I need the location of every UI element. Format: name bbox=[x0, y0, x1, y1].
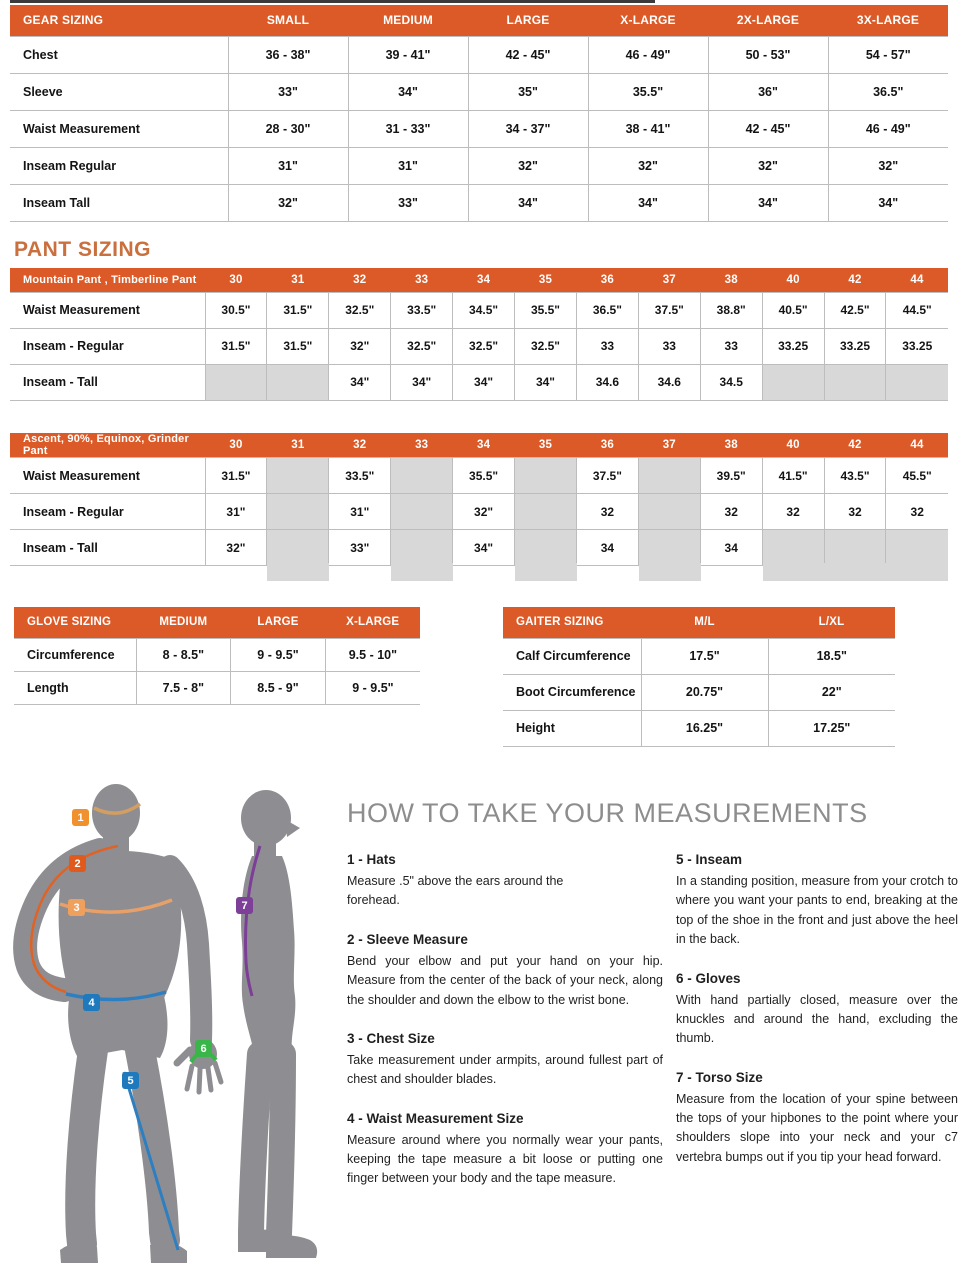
table-cell: 34 - 37" bbox=[468, 110, 588, 147]
table-row bbox=[10, 292, 948, 328]
table-cell: 36.5" bbox=[828, 73, 948, 110]
table-row bbox=[503, 710, 895, 746]
table-cell: 33" bbox=[228, 73, 348, 110]
row-label: Waist Measurement bbox=[10, 458, 205, 494]
column-header: 35 bbox=[515, 268, 577, 292]
column-header: 44 bbox=[886, 268, 948, 292]
table-cell bbox=[886, 530, 948, 566]
table-cell: 36 - 38" bbox=[228, 36, 348, 73]
table-cell: 34 bbox=[700, 530, 762, 566]
column-header: 30 bbox=[205, 433, 267, 458]
table-cell: 43.5" bbox=[824, 458, 886, 494]
table-cell: 32" bbox=[453, 494, 515, 530]
table-cell: 33 bbox=[638, 328, 700, 364]
table-cell: 34" bbox=[348, 73, 468, 110]
table-cell: 32 bbox=[762, 494, 824, 530]
column-header: 37 bbox=[638, 268, 700, 292]
column-header: X-LARGE bbox=[588, 5, 708, 36]
table-cell: 31.5" bbox=[267, 328, 329, 364]
column-header: 33 bbox=[391, 433, 453, 458]
table-cell bbox=[638, 458, 700, 494]
table-cell: 17.5" bbox=[641, 638, 768, 674]
table-cell: 33" bbox=[329, 530, 391, 566]
table-cell: 34.5 bbox=[700, 364, 762, 400]
table-cell: 32" bbox=[205, 530, 267, 566]
row-label: Height bbox=[503, 710, 641, 746]
table-cell bbox=[391, 458, 453, 494]
how-to-title: HOW TO TAKE YOUR MEASUREMENTS bbox=[347, 798, 868, 828]
column-header: 3X-LARGE bbox=[828, 5, 948, 36]
column-header: 33 bbox=[391, 268, 453, 292]
column-header: MEDIUM bbox=[136, 607, 231, 638]
column-header: 40 bbox=[762, 433, 824, 458]
column-header: 30 bbox=[205, 268, 267, 292]
table-cell: 34" bbox=[588, 184, 708, 221]
table-cell: 42 - 45" bbox=[468, 36, 588, 73]
column-header: LARGE bbox=[231, 607, 326, 638]
instruction-gloves bbox=[676, 971, 958, 1049]
table-cell: 34.6 bbox=[638, 364, 700, 400]
table-cell: 41.5" bbox=[762, 458, 824, 494]
row-label: Sleeve bbox=[10, 73, 228, 110]
table-cell: 34" bbox=[453, 530, 515, 566]
table-cell bbox=[824, 530, 886, 566]
table-cell: 35" bbox=[468, 73, 588, 110]
column-header: LARGE bbox=[468, 5, 588, 36]
top-divider bbox=[10, 0, 655, 3]
table-cell bbox=[267, 530, 329, 566]
table-cell bbox=[267, 364, 329, 400]
empty-strip bbox=[515, 563, 577, 581]
instruction-body: Measure around where you normally wear your pants, keeping the tape measure a bit loose or putting one finger between your body and the tape measure. bbox=[347, 1132, 663, 1186]
table-cell: 38.8" bbox=[700, 292, 762, 328]
table-cell bbox=[762, 364, 824, 400]
column-header: 36 bbox=[576, 268, 638, 292]
table-cell: 34" bbox=[515, 364, 577, 400]
table-cell: 33" bbox=[348, 184, 468, 221]
table-cell: 33.5" bbox=[329, 458, 391, 494]
table-cell: 34.6 bbox=[576, 364, 638, 400]
table-cell: 34" bbox=[828, 184, 948, 221]
table-cell: 34" bbox=[468, 184, 588, 221]
instruction-body: Measure .5" above the ears around the forehead. bbox=[347, 874, 564, 908]
row-label: Length bbox=[14, 671, 136, 704]
table-row bbox=[10, 147, 948, 184]
table-cell: 32" bbox=[708, 147, 828, 184]
table-title: Ascent, 90%, Equinox, Grinder Pant bbox=[10, 433, 205, 458]
table-cell bbox=[515, 458, 577, 494]
table-cell: 37.5" bbox=[638, 292, 700, 328]
table-cell bbox=[762, 530, 824, 566]
table-row bbox=[10, 73, 948, 110]
table-cell: 20.75" bbox=[641, 674, 768, 710]
table-cell: 32 bbox=[700, 494, 762, 530]
table-row bbox=[10, 458, 948, 494]
mountain-timberline-pant-table bbox=[10, 268, 948, 401]
table-cell: 33.25 bbox=[824, 328, 886, 364]
table-cell: 45.5" bbox=[886, 458, 948, 494]
row-label: Inseam Tall bbox=[10, 184, 228, 221]
instruction-hats bbox=[347, 852, 663, 911]
table-cell bbox=[391, 530, 453, 566]
row-label: Chest bbox=[10, 36, 228, 73]
table-cell bbox=[267, 494, 329, 530]
table-row bbox=[10, 328, 948, 364]
gaiter-sizing-table bbox=[503, 607, 895, 747]
diagram-marker-gloves: 6 bbox=[195, 1040, 212, 1057]
table-cell: 31" bbox=[205, 494, 267, 530]
ascent-equinox-grinder-pant-table bbox=[10, 433, 948, 566]
table-cell: 32" bbox=[588, 147, 708, 184]
table-cell: 42.5" bbox=[824, 292, 886, 328]
table-cell: 33.5" bbox=[391, 292, 453, 328]
instruction-sleeve bbox=[347, 932, 663, 1010]
instruction-heading: 6 - Gloves bbox=[676, 970, 741, 986]
instruction-chest bbox=[347, 1031, 663, 1090]
diagram-marker-torso: 7 bbox=[236, 897, 253, 914]
table-cell: 38 - 41" bbox=[588, 110, 708, 147]
instruction-heading: 5 - Inseam bbox=[676, 852, 743, 867]
row-label: Inseam - Regular bbox=[10, 328, 205, 364]
instruction-body: In a standing position, measure from your crotch to where you want your pants to end, breaking at the top of the shoe in the front and just above the heel in the back. bbox=[676, 874, 958, 947]
table-cell: 28 - 30" bbox=[228, 110, 348, 147]
diagram-marker-waist: 4 bbox=[83, 994, 100, 1011]
row-label: Inseam - Regular bbox=[10, 494, 205, 530]
instruction-body: With hand partially closed, measure over the knuckles and around the hand, excluding the thumb. bbox=[676, 992, 958, 1046]
table-cell: 9 - 9.5" bbox=[231, 638, 326, 671]
column-header: SMALL bbox=[228, 5, 348, 36]
instruction-torso bbox=[676, 1070, 958, 1168]
instruction-heading: 7 - Torso Size bbox=[676, 1069, 763, 1085]
table-cell: 35.5" bbox=[515, 292, 577, 328]
table-cell: 34" bbox=[708, 184, 828, 221]
table-cell bbox=[638, 494, 700, 530]
instruction-body: Bend your elbow and put your hand on your hip. Measure from the center of the back of your neck, along the shoulder and down the elbow to the wrist bone. bbox=[347, 953, 663, 1007]
table-cell: 44.5" bbox=[886, 292, 948, 328]
row-label: Waist Measurement bbox=[10, 292, 205, 328]
table-row bbox=[10, 36, 948, 73]
table-cell: 34" bbox=[391, 364, 453, 400]
table-cell bbox=[515, 494, 577, 530]
column-header: L/XL bbox=[768, 607, 895, 638]
table-cell: 37.5" bbox=[576, 458, 638, 494]
table-cell: 22" bbox=[768, 674, 895, 710]
table-cell: 40.5" bbox=[762, 292, 824, 328]
table-cell: 32" bbox=[329, 328, 391, 364]
table-cell: 31.5" bbox=[205, 328, 267, 364]
table-title: GAITER SIZING bbox=[503, 607, 641, 638]
row-label: Boot Circumference bbox=[503, 674, 641, 710]
table-cell bbox=[638, 530, 700, 566]
table-cell: 32" bbox=[228, 184, 348, 221]
table-cell: 8.5 - 9" bbox=[231, 671, 326, 704]
column-header: 32 bbox=[329, 268, 391, 292]
column-header: M/L bbox=[641, 607, 768, 638]
table-row bbox=[503, 638, 895, 674]
table-cell bbox=[886, 364, 948, 400]
table-cell: 9 - 9.5" bbox=[325, 671, 420, 704]
row-label: Inseam - Tall bbox=[10, 530, 205, 566]
column-header: 42 bbox=[824, 268, 886, 292]
column-header: 31 bbox=[267, 433, 329, 458]
table-cell: 32.5" bbox=[329, 292, 391, 328]
table-cell: 7.5 - 8" bbox=[136, 671, 231, 704]
instruction-inseam bbox=[676, 852, 958, 950]
table-cell: 54 - 57" bbox=[828, 36, 948, 73]
instruction-heading: 3 - Chest Size bbox=[347, 1030, 435, 1046]
table-cell: 18.5" bbox=[768, 638, 895, 674]
empty-strip bbox=[267, 563, 329, 581]
column-header: 38 bbox=[700, 433, 762, 458]
instructions-left-column bbox=[347, 852, 663, 1210]
table-cell: 9.5 - 10" bbox=[325, 638, 420, 671]
empty-strip bbox=[391, 563, 453, 581]
table-row bbox=[10, 364, 948, 400]
diagram-marker-chest: 3 bbox=[68, 899, 85, 916]
instruction-body: Measure from the location of your spine between the tops of your hipbones to the point where your shoulders slope into your neck and your c7 vertebra bumps out if you tip your head forward. bbox=[676, 1091, 958, 1164]
table-cell: 46 - 49" bbox=[828, 110, 948, 147]
table-cell: 33.25 bbox=[886, 328, 948, 364]
table-cell bbox=[391, 494, 453, 530]
table-cell bbox=[205, 364, 267, 400]
instruction-heading: 1 - Hats bbox=[347, 852, 396, 867]
empty-strip bbox=[639, 563, 701, 581]
column-header: 34 bbox=[453, 268, 515, 292]
table-cell bbox=[267, 458, 329, 494]
column-header: X-LARGE bbox=[325, 607, 420, 638]
table-cell: 33 bbox=[700, 328, 762, 364]
row-label: Calf Circumference bbox=[503, 638, 641, 674]
table-cell: 42 - 45" bbox=[708, 110, 828, 147]
column-header: 35 bbox=[515, 433, 577, 458]
table-row bbox=[14, 671, 420, 704]
column-header: 37 bbox=[638, 433, 700, 458]
table-row bbox=[10, 184, 948, 221]
instruction-body: Take measurement under armpits, around fullest part of chest and shoulder blades. bbox=[347, 1052, 663, 1087]
table-cell: 32" bbox=[828, 147, 948, 184]
instruction-heading: 2 - Sleeve Measure bbox=[347, 931, 468, 947]
table-cell: 39 - 41" bbox=[348, 36, 468, 73]
table-cell: 33 bbox=[576, 328, 638, 364]
column-header: 36 bbox=[576, 433, 638, 458]
table-cell: 31.5" bbox=[267, 292, 329, 328]
table-cell: 30.5" bbox=[205, 292, 267, 328]
table-cell: 35.5" bbox=[453, 458, 515, 494]
table-cell: 32.5" bbox=[515, 328, 577, 364]
body-silhouettes bbox=[0, 782, 340, 1280]
table-cell: 34" bbox=[329, 364, 391, 400]
instructions-right-column bbox=[676, 852, 958, 1188]
table-cell: 36" bbox=[708, 73, 828, 110]
table-title: GLOVE SIZING bbox=[14, 607, 136, 638]
table-cell: 31" bbox=[329, 494, 391, 530]
diagram-marker-inseam: 5 bbox=[122, 1072, 139, 1089]
column-header: 31 bbox=[267, 268, 329, 292]
table-cell bbox=[824, 364, 886, 400]
table-cell: 39.5" bbox=[700, 458, 762, 494]
table-cell: 32 bbox=[886, 494, 948, 530]
instruction-heading: 4 - Waist Measurement Size bbox=[347, 1110, 524, 1126]
column-header: 42 bbox=[824, 433, 886, 458]
table-cell: 8 - 8.5" bbox=[136, 638, 231, 671]
column-header: 2X-LARGE bbox=[708, 5, 828, 36]
table-row bbox=[503, 674, 895, 710]
gear-sizing-table bbox=[10, 5, 948, 222]
table-title: Mountain Pant , Timberline Pant bbox=[10, 268, 205, 292]
table-cell: 31" bbox=[228, 147, 348, 184]
column-header: 38 bbox=[700, 268, 762, 292]
pant-sizing-heading: PANT SIZING bbox=[14, 238, 151, 261]
row-label: Waist Measurement bbox=[10, 110, 228, 147]
table-cell: 46 - 49" bbox=[588, 36, 708, 73]
glove-sizing-table bbox=[14, 607, 420, 705]
table-cell: 33.25 bbox=[762, 328, 824, 364]
measurement-diagram bbox=[0, 782, 340, 1280]
empty-strip bbox=[763, 563, 948, 581]
table-row bbox=[14, 638, 420, 671]
table-cell: 34.5" bbox=[453, 292, 515, 328]
table-cell: 32.5" bbox=[453, 328, 515, 364]
instruction-waist bbox=[347, 1111, 663, 1189]
table-cell: 50 - 53" bbox=[708, 36, 828, 73]
table-cell bbox=[515, 530, 577, 566]
table-cell: 17.25" bbox=[768, 710, 895, 746]
table-cell: 34 bbox=[576, 530, 638, 566]
table-cell: 32.5" bbox=[391, 328, 453, 364]
column-header: 44 bbox=[886, 433, 948, 458]
table-title: GEAR SIZING bbox=[10, 5, 228, 36]
table-row bbox=[10, 530, 948, 566]
diagram-marker-hats: 1 bbox=[72, 809, 89, 826]
table-cell: 31" bbox=[348, 147, 468, 184]
table-cell: 32 bbox=[576, 494, 638, 530]
column-header: MEDIUM bbox=[348, 5, 468, 36]
row-label: Inseam Regular bbox=[10, 147, 228, 184]
row-label: Inseam - Tall bbox=[10, 364, 205, 400]
diagram-marker-sleeve: 2 bbox=[69, 855, 86, 872]
table-cell: 35.5" bbox=[588, 73, 708, 110]
table-cell: 32 bbox=[824, 494, 886, 530]
table-cell: 34" bbox=[453, 364, 515, 400]
table-row bbox=[10, 494, 948, 530]
table-cell: 36.5" bbox=[576, 292, 638, 328]
table-cell: 31.5" bbox=[205, 458, 267, 494]
table-cell: 32" bbox=[468, 147, 588, 184]
table-cell: 16.25" bbox=[641, 710, 768, 746]
column-header: 40 bbox=[762, 268, 824, 292]
column-header: 32 bbox=[329, 433, 391, 458]
table-row bbox=[10, 110, 948, 147]
column-header: 34 bbox=[453, 433, 515, 458]
row-label: Circumference bbox=[14, 638, 136, 671]
table-cell: 31 - 33" bbox=[348, 110, 468, 147]
